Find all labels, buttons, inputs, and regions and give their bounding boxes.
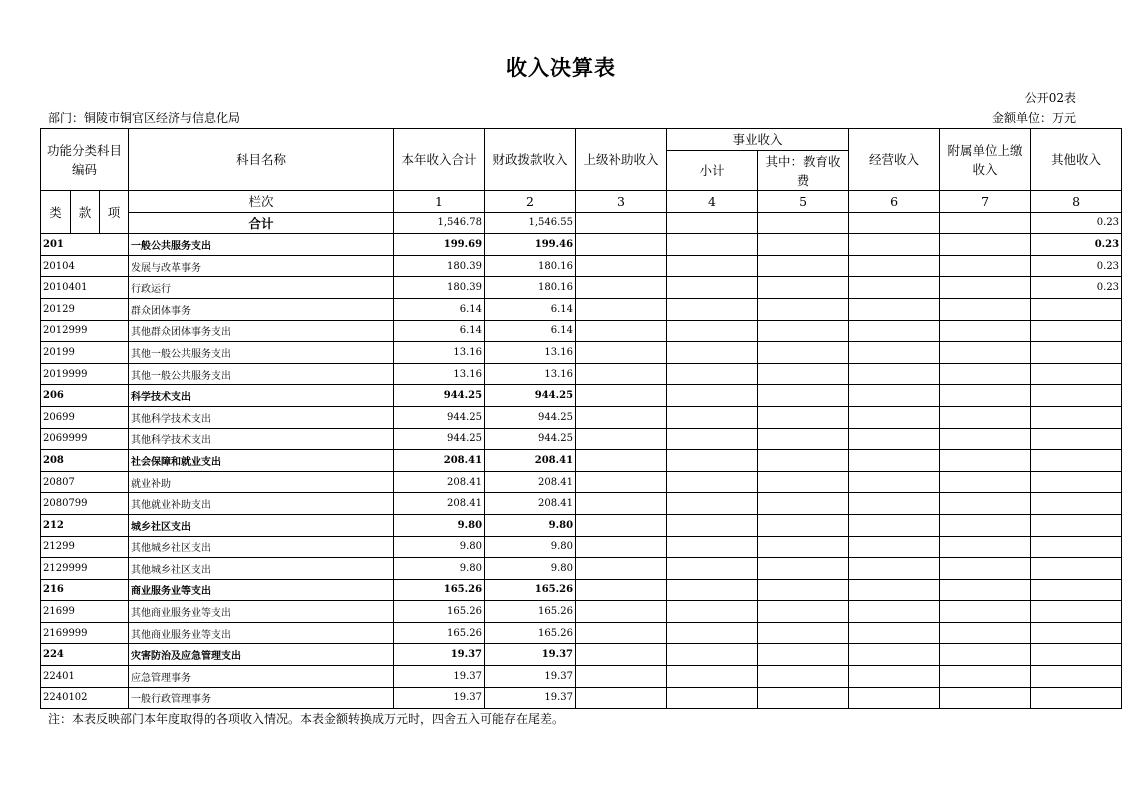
row-operating xyxy=(849,298,940,320)
row-fiscal: 180.16 xyxy=(485,255,576,277)
row-fiscal: 6.14 xyxy=(485,320,576,342)
table-row xyxy=(41,363,1122,385)
row-subtotal xyxy=(667,687,758,709)
total-label: 合计 xyxy=(129,212,394,234)
table-row xyxy=(41,536,1122,558)
row-code: 22401 xyxy=(41,666,129,688)
row-total-income: 19.37 xyxy=(394,644,485,666)
row-subject-name: 商业服务业等支出 xyxy=(129,579,394,601)
row-affiliated xyxy=(940,385,1031,407)
row-edu-fee xyxy=(758,579,849,601)
row-affiliated xyxy=(940,234,1031,256)
row-fiscal: 19.37 xyxy=(485,687,576,709)
row-subtotal xyxy=(667,298,758,320)
row-operating xyxy=(849,687,940,709)
row-other xyxy=(1031,385,1122,407)
row-subtotal xyxy=(667,428,758,450)
row-superior-subsidy xyxy=(576,298,667,320)
row-total-income: 208.41 xyxy=(394,493,485,515)
row-edu-fee xyxy=(758,514,849,536)
row-subtotal xyxy=(667,450,758,472)
row-operating xyxy=(849,363,940,385)
row-subtotal xyxy=(667,666,758,688)
total-fiscal-value: 1,546.55 xyxy=(485,212,576,234)
row-code: 2169999 xyxy=(41,622,129,644)
row-other: 0.23 xyxy=(1031,255,1122,277)
row-other xyxy=(1031,644,1122,666)
row-fiscal: 180.16 xyxy=(485,277,576,299)
row-code: 2080799 xyxy=(41,493,129,515)
table-row xyxy=(41,277,1122,299)
row-edu-fee xyxy=(758,536,849,558)
row-total-income: 19.37 xyxy=(394,687,485,709)
row-code: 212 xyxy=(41,514,129,536)
table-row xyxy=(41,514,1122,536)
row-code: 208 xyxy=(41,450,129,472)
row-subject-name: 行政运行 xyxy=(129,277,394,299)
row-total-income: 6.14 xyxy=(394,320,485,342)
row-edu-fee xyxy=(758,320,849,342)
row-total-income: 9.80 xyxy=(394,514,485,536)
row-fiscal: 208.41 xyxy=(485,493,576,515)
row-other xyxy=(1031,579,1122,601)
col-num-8: 8 xyxy=(1031,191,1122,213)
row-total-income: 9.80 xyxy=(394,536,485,558)
department-label: 部门：铜陵市铜官区经济与信息化局 xyxy=(48,111,241,125)
table-row xyxy=(41,622,1122,644)
row-subject-name: 一般行政管理事务 xyxy=(129,687,394,709)
row-operating xyxy=(849,514,940,536)
col-num-3: 3 xyxy=(576,191,667,213)
row-code: 216 xyxy=(41,579,129,601)
row-subject-name: 群众团体事务 xyxy=(129,298,394,320)
table-row xyxy=(41,666,1122,688)
row-total-income: 6.14 xyxy=(394,298,485,320)
row-operating xyxy=(849,342,940,364)
row-affiliated xyxy=(940,342,1031,364)
row-total-income: 13.16 xyxy=(394,363,485,385)
row-other xyxy=(1031,514,1122,536)
row-superior-subsidy xyxy=(576,450,667,472)
row-other xyxy=(1031,298,1122,320)
header-kuan: 款 xyxy=(71,191,100,234)
row-edu-fee xyxy=(758,428,849,450)
row-subtotal xyxy=(667,406,758,428)
table-row xyxy=(41,579,1122,601)
row-affiliated xyxy=(940,471,1031,493)
header-edu-fee: 其中：教育收费 xyxy=(758,151,849,191)
row-subject-name: 应急管理事务 xyxy=(129,666,394,688)
table-row xyxy=(41,558,1122,580)
row-total-income: 165.26 xyxy=(394,579,485,601)
row-code: 2010401 xyxy=(41,277,129,299)
row-other xyxy=(1031,406,1122,428)
table-row xyxy=(41,471,1122,493)
header-subject-name: 科目名称 xyxy=(129,129,394,191)
row-operating xyxy=(849,601,940,623)
row-other xyxy=(1031,428,1122,450)
header-operating: 经营收入 xyxy=(849,129,940,191)
row-edu-fee xyxy=(758,363,849,385)
row-affiliated xyxy=(940,514,1031,536)
row-operating xyxy=(849,320,940,342)
row-edu-fee xyxy=(758,558,849,580)
row-fiscal: 199.46 xyxy=(485,234,576,256)
row-operating xyxy=(849,255,940,277)
income-final-accounts-table xyxy=(40,128,1122,709)
row-code: 21699 xyxy=(41,601,129,623)
row-subtotal xyxy=(667,493,758,515)
row-operating xyxy=(849,644,940,666)
row-code: 2019999 xyxy=(41,363,129,385)
table-row xyxy=(41,493,1122,515)
row-edu-fee xyxy=(758,601,849,623)
row-affiliated xyxy=(940,687,1031,709)
row-superior-subsidy xyxy=(576,471,667,493)
row-total-income: 199.69 xyxy=(394,234,485,256)
table-row xyxy=(41,644,1122,666)
row-edu-fee xyxy=(758,342,849,364)
row-subtotal xyxy=(667,601,758,623)
table-row xyxy=(41,255,1122,277)
row-total-income: 944.25 xyxy=(394,406,485,428)
row-other xyxy=(1031,622,1122,644)
row-subject-name: 其他一般公共服务支出 xyxy=(129,363,394,385)
total-row xyxy=(41,212,1122,234)
row-subtotal xyxy=(667,579,758,601)
total-affiliated-value xyxy=(940,212,1031,234)
row-affiliated xyxy=(940,363,1031,385)
row-fiscal: 165.26 xyxy=(485,622,576,644)
header-func-code: 功能分类科目编码 xyxy=(41,129,129,191)
row-fiscal: 19.37 xyxy=(485,666,576,688)
row-subtotal xyxy=(667,536,758,558)
row-subject-name: 其他商业服务业等支出 xyxy=(129,601,394,623)
row-total-income: 208.41 xyxy=(394,471,485,493)
page-title: 收入决算表 xyxy=(506,55,616,80)
row-other xyxy=(1031,536,1122,558)
row-operating xyxy=(849,558,940,580)
row-affiliated xyxy=(940,493,1031,515)
row-subject-name: 科学技术支出 xyxy=(129,385,394,407)
row-operating xyxy=(849,385,940,407)
row-other xyxy=(1031,558,1122,580)
row-operating xyxy=(849,493,940,515)
row-code: 2069999 xyxy=(41,428,129,450)
row-fiscal: 165.26 xyxy=(485,579,576,601)
row-subtotal xyxy=(667,514,758,536)
row-superior-subsidy xyxy=(576,622,667,644)
row-other: 0.23 xyxy=(1031,277,1122,299)
row-affiliated xyxy=(940,298,1031,320)
row-superior-subsidy xyxy=(576,234,667,256)
row-edu-fee xyxy=(758,385,849,407)
row-other xyxy=(1031,342,1122,364)
col-num-2: 2 xyxy=(485,191,576,213)
row-affiliated xyxy=(940,601,1031,623)
row-code: 20699 xyxy=(41,406,129,428)
row-superior-subsidy xyxy=(576,277,667,299)
row-subtotal xyxy=(667,385,758,407)
row-operating xyxy=(849,471,940,493)
row-fiscal: 9.80 xyxy=(485,558,576,580)
row-affiliated xyxy=(940,644,1031,666)
row-superior-subsidy xyxy=(576,320,667,342)
row-subject-name: 其他群众团体事务支出 xyxy=(129,320,394,342)
row-superior-subsidy xyxy=(576,255,667,277)
row-subject-name: 其他科学技术支出 xyxy=(129,428,394,450)
row-affiliated xyxy=(940,579,1031,601)
header-affiliated: 附属单位上缴收入 xyxy=(940,129,1031,191)
header-total-income: 本年收入合计 xyxy=(394,129,485,191)
row-operating xyxy=(849,536,940,558)
row-total-income: 944.25 xyxy=(394,428,485,450)
total-superior-value xyxy=(576,212,667,234)
row-other xyxy=(1031,601,1122,623)
row-code: 224 xyxy=(41,644,129,666)
row-subject-name: 其他城乡社区支出 xyxy=(129,558,394,580)
row-subtotal xyxy=(667,277,758,299)
row-affiliated xyxy=(940,428,1031,450)
total-subtotal-value xyxy=(667,212,758,234)
row-total-income: 944.25 xyxy=(394,385,485,407)
row-other xyxy=(1031,363,1122,385)
row-edu-fee xyxy=(758,277,849,299)
row-affiliated xyxy=(940,277,1031,299)
row-total-income: 13.16 xyxy=(394,342,485,364)
table-row xyxy=(41,234,1122,256)
row-superior-subsidy xyxy=(576,385,667,407)
col-num-4: 4 xyxy=(667,191,758,213)
col-num-7: 7 xyxy=(940,191,1031,213)
row-affiliated xyxy=(940,558,1031,580)
total-operating-value xyxy=(849,212,940,234)
row-edu-fee xyxy=(758,644,849,666)
row-superior-subsidy xyxy=(576,342,667,364)
row-subject-name: 就业补助 xyxy=(129,471,394,493)
row-other xyxy=(1031,666,1122,688)
row-edu-fee xyxy=(758,471,849,493)
row-fiscal: 19.37 xyxy=(485,644,576,666)
row-code: 20199 xyxy=(41,342,129,364)
row-subtotal xyxy=(667,255,758,277)
amount-unit-label: 金额单位：万元 xyxy=(991,111,1076,125)
row-operating xyxy=(849,666,940,688)
row-code: 2129999 xyxy=(41,558,129,580)
row-fiscal: 9.80 xyxy=(485,514,576,536)
row-superior-subsidy xyxy=(576,363,667,385)
row-edu-fee xyxy=(758,493,849,515)
row-edu-fee xyxy=(758,298,849,320)
row-edu-fee xyxy=(758,450,849,472)
row-other xyxy=(1031,450,1122,472)
total-income-value: 1,546.78 xyxy=(394,212,485,234)
row-superior-subsidy xyxy=(576,514,667,536)
row-subtotal xyxy=(667,471,758,493)
row-other xyxy=(1031,471,1122,493)
row-code: 206 xyxy=(41,385,129,407)
row-affiliated xyxy=(940,406,1031,428)
row-code: 21299 xyxy=(41,536,129,558)
row-superior-subsidy xyxy=(576,666,667,688)
table-row xyxy=(41,342,1122,364)
row-subtotal xyxy=(667,320,758,342)
row-fiscal: 13.16 xyxy=(485,342,576,364)
row-affiliated xyxy=(940,450,1031,472)
row-operating xyxy=(849,234,940,256)
row-subject-name: 其他城乡社区支出 xyxy=(129,536,394,558)
row-other xyxy=(1031,687,1122,709)
row-code: 201 xyxy=(41,234,129,256)
table-row xyxy=(41,406,1122,428)
row-operating xyxy=(849,406,940,428)
table-row xyxy=(41,298,1122,320)
col-num-1: 1 xyxy=(394,191,485,213)
row-fiscal: 944.25 xyxy=(485,406,576,428)
row-edu-fee xyxy=(758,622,849,644)
row-total-income: 19.37 xyxy=(394,666,485,688)
total-edu-fee-value xyxy=(758,212,849,234)
row-subject-name: 其他就业补助支出 xyxy=(129,493,394,515)
row-subject-name: 城乡社区支出 xyxy=(129,514,394,536)
col-num-5: 5 xyxy=(758,191,849,213)
header-lanci: 栏次 xyxy=(129,191,394,213)
header-xiang: 项 xyxy=(100,191,129,234)
row-operating xyxy=(849,450,940,472)
total-other-value: 0.23 xyxy=(1031,212,1122,234)
row-affiliated xyxy=(940,536,1031,558)
table-row xyxy=(41,385,1122,407)
row-operating xyxy=(849,277,940,299)
row-fiscal: 944.25 xyxy=(485,385,576,407)
row-code: 2240102 xyxy=(41,687,129,709)
header-other: 其他收入 xyxy=(1031,129,1122,191)
row-affiliated xyxy=(940,255,1031,277)
row-superior-subsidy xyxy=(576,558,667,580)
row-subtotal xyxy=(667,622,758,644)
col-num-6: 6 xyxy=(849,191,940,213)
row-edu-fee xyxy=(758,687,849,709)
row-fiscal: 13.16 xyxy=(485,363,576,385)
row-superior-subsidy xyxy=(576,536,667,558)
row-edu-fee xyxy=(758,666,849,688)
row-subject-name: 社会保障和就业支出 xyxy=(129,450,394,472)
row-total-income: 180.39 xyxy=(394,277,485,299)
row-superior-subsidy xyxy=(576,687,667,709)
row-edu-fee xyxy=(758,406,849,428)
row-operating xyxy=(849,579,940,601)
header-fiscal: 财政拨款收入 xyxy=(485,129,576,191)
table-row xyxy=(41,687,1122,709)
row-operating xyxy=(849,428,940,450)
row-fiscal: 6.14 xyxy=(485,298,576,320)
row-subtotal xyxy=(667,234,758,256)
row-subtotal xyxy=(667,644,758,666)
table-row xyxy=(41,601,1122,623)
row-superior-subsidy xyxy=(576,428,667,450)
row-subject-name: 一般公共服务支出 xyxy=(129,234,394,256)
row-other xyxy=(1031,320,1122,342)
row-total-income: 9.80 xyxy=(394,558,485,580)
row-subtotal xyxy=(667,342,758,364)
header-lei: 类 xyxy=(41,191,71,234)
row-edu-fee xyxy=(758,255,849,277)
row-superior-subsidy xyxy=(576,579,667,601)
row-affiliated xyxy=(940,666,1031,688)
row-code: 20104 xyxy=(41,255,129,277)
row-total-income: 165.26 xyxy=(394,622,485,644)
table-row xyxy=(41,428,1122,450)
row-code: 20129 xyxy=(41,298,129,320)
table-row xyxy=(41,450,1122,472)
row-edu-fee xyxy=(758,234,849,256)
row-operating xyxy=(849,622,940,644)
row-superior-subsidy xyxy=(576,644,667,666)
row-total-income: 180.39 xyxy=(394,255,485,277)
header-subtotal: 小计 xyxy=(667,151,758,191)
row-subject-name: 灾害防治及应急管理支出 xyxy=(129,644,394,666)
table-note: 注：本表反映部门本年度取得的各项收入情况。本表金额转换成万元时，四舍五入可能存在尾差。 xyxy=(48,712,565,726)
form-number: 公开02表 xyxy=(1024,91,1076,105)
row-other: 0.23 xyxy=(1031,234,1122,256)
row-total-income: 165.26 xyxy=(394,601,485,623)
row-total-income: 208.41 xyxy=(394,450,485,472)
row-fiscal: 9.80 xyxy=(485,536,576,558)
row-code: 20807 xyxy=(41,471,129,493)
row-subject-name: 其他一般公共服务支出 xyxy=(129,342,394,364)
row-subject-name: 发展与改革事务 xyxy=(129,255,394,277)
table-row xyxy=(41,320,1122,342)
row-superior-subsidy xyxy=(576,493,667,515)
row-subject-name: 其他商业服务业等支出 xyxy=(129,622,394,644)
row-affiliated xyxy=(940,320,1031,342)
row-code: 2012999 xyxy=(41,320,129,342)
row-fiscal: 208.41 xyxy=(485,471,576,493)
row-superior-subsidy xyxy=(576,601,667,623)
row-fiscal: 165.26 xyxy=(485,601,576,623)
row-subtotal xyxy=(667,558,758,580)
row-fiscal: 944.25 xyxy=(485,428,576,450)
header-business-income: 事业收入 xyxy=(667,129,849,151)
row-superior-subsidy xyxy=(576,406,667,428)
row-subtotal xyxy=(667,363,758,385)
row-other xyxy=(1031,493,1122,515)
row-affiliated xyxy=(940,622,1031,644)
row-fiscal: 208.41 xyxy=(485,450,576,472)
header-superior-subsidy: 上级补助收入 xyxy=(576,129,667,191)
row-subject-name: 其他科学技术支出 xyxy=(129,406,394,428)
